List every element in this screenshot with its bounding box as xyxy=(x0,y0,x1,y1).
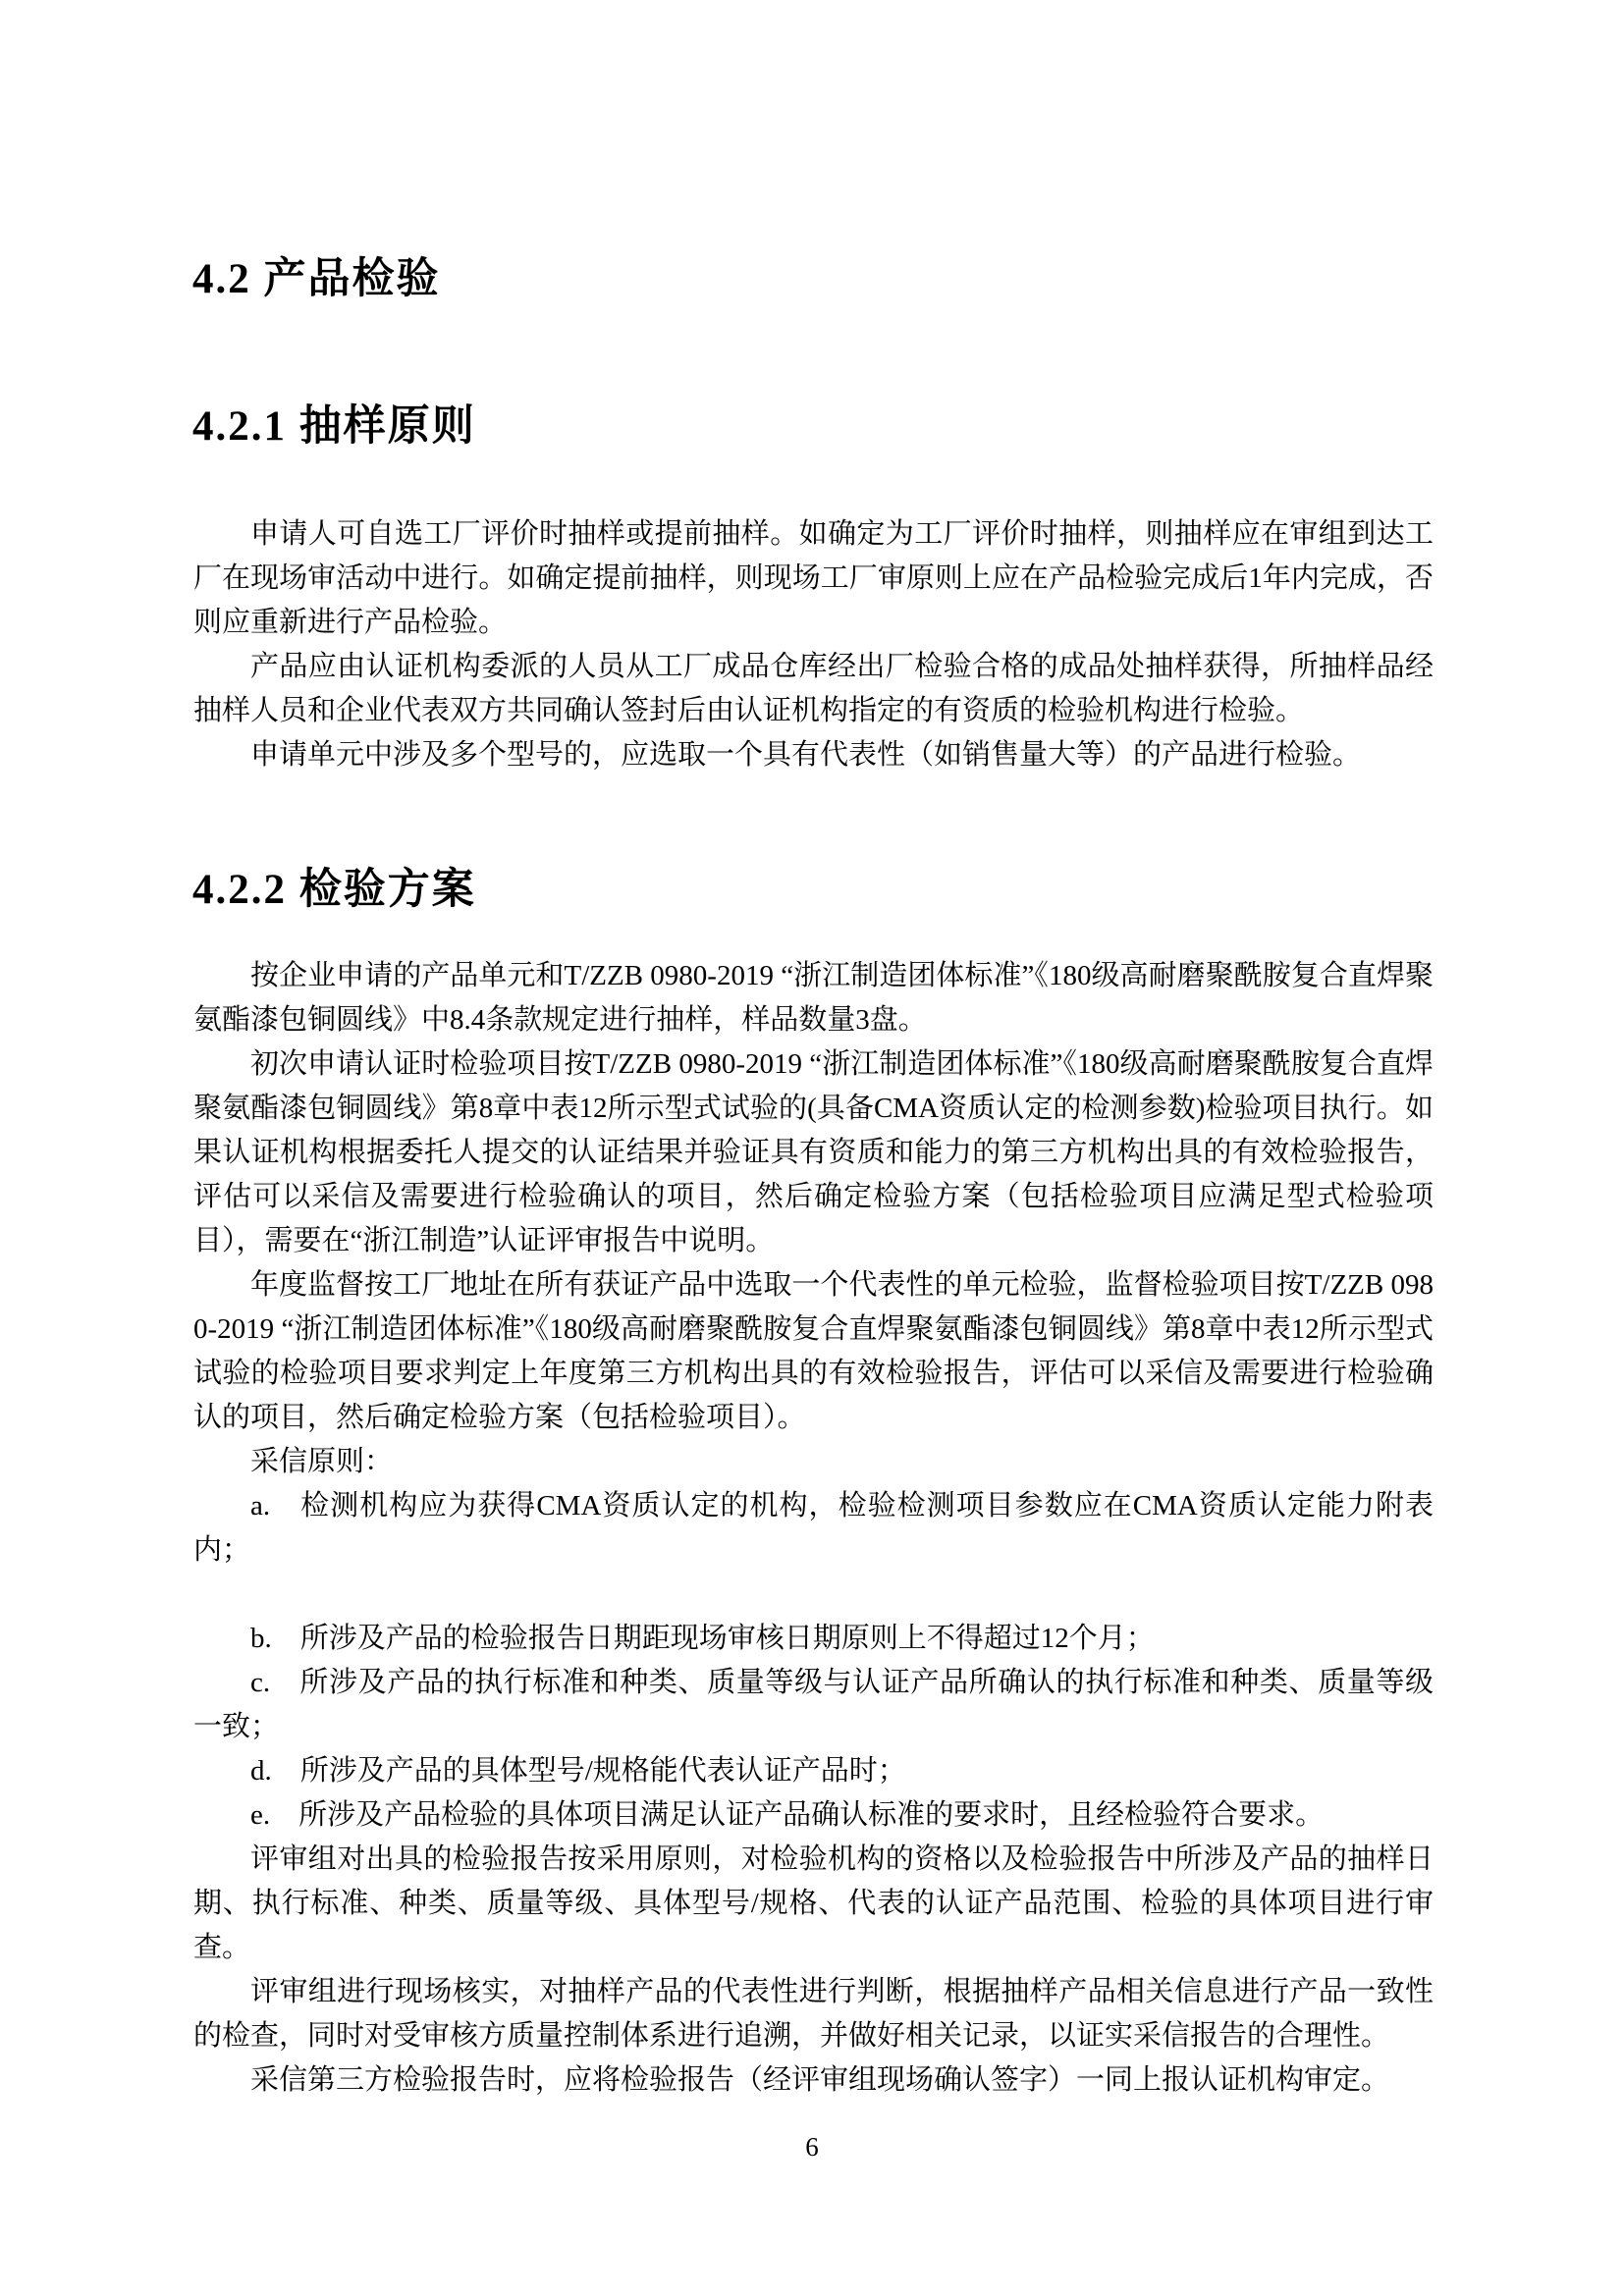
section-heading-4-2: 4.2 产品检验 xyxy=(192,256,441,302)
principles-label: 采信原则： xyxy=(250,1446,394,1477)
paragraph-closing-2: 评审组进行现场核实，对抽样产品的代表性进行判断，根据抽样产品相关信息进行产品一致性的检查，同时对受审核方质量控制体系进行追溯，并做好相关记录，以证实采信报告的合理性。 xyxy=(193,1976,1434,2052)
section-heading-4-2-2: 4.2.2 检验方案 xyxy=(192,867,476,913)
paragraph-closing-3: 采信第三方检验报告时，应将检验报告（经评审组现场确认签字）一同上报认证机构审定。 xyxy=(250,2064,1390,2096)
section-heading-4-2-1: 4.2.1 抽样原则 xyxy=(192,403,476,450)
paragraph-inspection-1: 按企业申请的产品单元和T/ZZB 0980-2019 “浙江制造团体标准”《180级高耐磨聚酰胺复合直焊聚氨酯漆包铜圆线》中8.4条款规定进行抽样，样品数量3盘。 xyxy=(193,960,1434,1036)
paragraph-inspection-3: 年度监督按工厂地址在所有获证产品中选取一个代表性的单元检验，监督检验项目按T/ZZB 0980-2019 “浙江制造团体标准”《180级高耐磨聚酰胺复合直焊聚氨酯漆包铜圆线》第8章中表12所示型式试验的检验项目要求判定上年度第三方机构出具的有效检验报告，评估可以采信及需要进行检验确认的项目，然后确定检验方案（包括检验项目）。 xyxy=(193,1269,1434,1433)
section-4-2-2-body xyxy=(193,954,1434,2103)
principle-item-b: b. 所涉及产品的检验报告日期距现场审核日期原则上不得超过12个月； xyxy=(250,1623,1155,1654)
paragraph-sampling-3: 申请单元中涉及多个型号的，应选取一个具有代表性（如销售量大等）的产品进行检验。 xyxy=(250,739,1362,771)
paragraph-closing-1: 评审组对出具的检验报告按采用原则，对检验机构的资格以及检验报告中所涉及产品的抽样日期、执行标准、种类、质量等级、具体型号/规格、代表的认证产品范围、检验的具体项目进行审查。 xyxy=(193,1843,1434,1963)
paragraph-sampling-2: 产品应由认证机构委派的人员从工厂成品仓库经出厂检验合格的成品处抽样获得，所抽样品经抽样人员和企业代表双方共同确认签封后由认证机构指定的有资质的检验机构进行检验。 xyxy=(193,651,1434,726)
paragraph-inspection-2: 初次申请认证时检验项目按T/ZZB 0980-2019 “浙江制造团体标准”《180级高耐磨聚酰胺复合直焊聚氨酯漆包铜圆线》第8章中表12所示型式试验的(具备CMA资质认定的检测参数)检验项目执行。如果认证机构根据委托人提交的认证结果并验证具有资质和能力的第三方机构出具的有效检验报告，评估可以采信及需要进行检验确认的项目，然后确定检验方案（包括检验项目应满足型式检验项目），需要在“浙江制造”认证评审报告中说明。 xyxy=(193,1048,1434,1256)
principle-item-a: a. 检测机构应为获得CMA资质认定的机构，检验检测项目参数应在CMA资质认定能力附表内； xyxy=(193,1490,1434,1566)
principle-item-d: d. 所涉及产品的具体型号/规格能代表认证产品时； xyxy=(250,1755,906,1787)
principle-item-c: c. 所涉及产品的执行标准和种类、质量等级与认证产品所确认的执行标准和种类、质量等级一致； xyxy=(193,1667,1434,1742)
principle-item-e: e. 所涉及产品检验的具体项目满足认证产品确认标准的要求时，且经检验符合要求。 xyxy=(250,1799,1325,1831)
page-number: 6 xyxy=(805,2132,819,2162)
paragraph-sampling-1: 申请人可自选工厂评价时抽样或提前抽样。如确定为工厂评价时抽样，则抽样应在审组到达工厂在现场审活动中进行。如确定提前抽样，则现场工厂审原则上应在产品检验完成后1年内完成，否则应重新进行产品检验。 xyxy=(193,518,1434,638)
section-4-2-1-body xyxy=(193,512,1434,777)
